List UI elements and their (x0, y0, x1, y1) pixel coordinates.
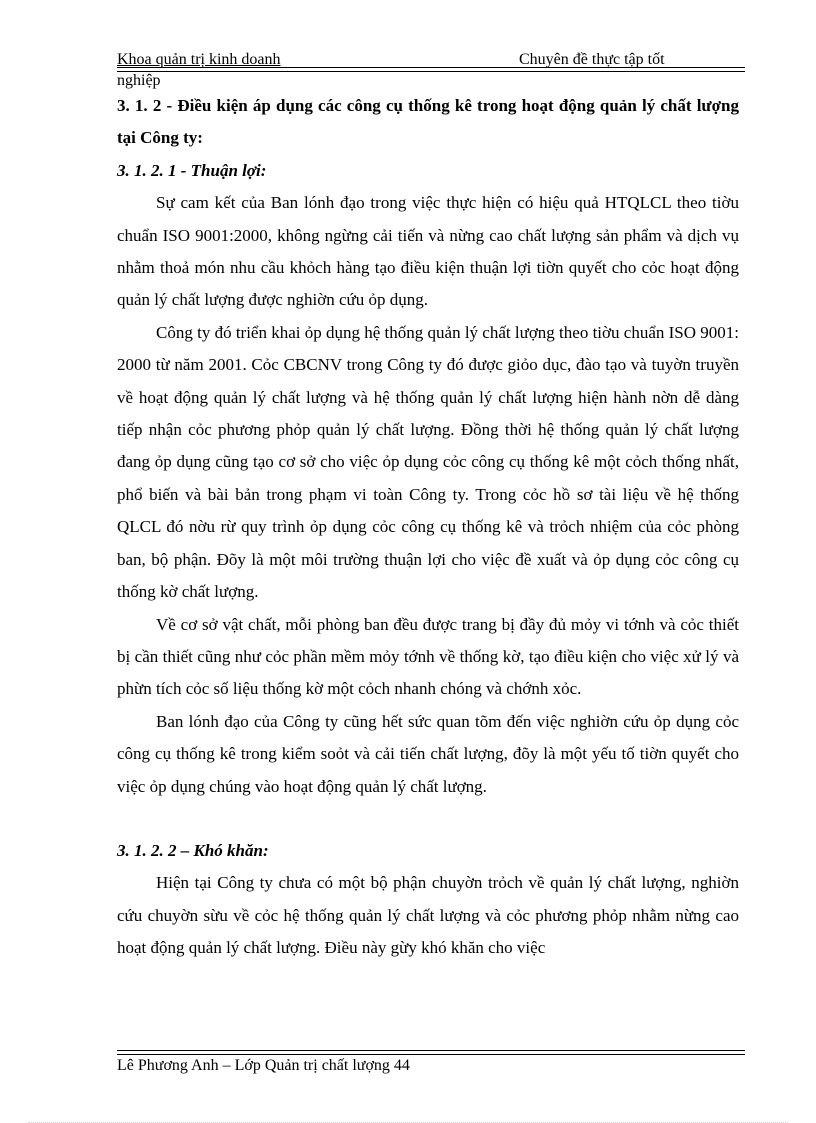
footer-rule-top (117, 1050, 745, 1051)
section-gap (117, 803, 739, 835)
header-rule-top (117, 67, 745, 68)
section-heading: 3. 1. 2 - Điều kiện áp dụng các công cụ thống kê trong hoạt động quản lý chất lượng tại Công ty: (117, 96, 739, 148)
paragraph: Về cơ sở vật chất, mỗi phòng ban đều được trang bị đầy đủ mỏy vi tớnh và cỏc thiết bị cần thiết cũng như cỏc phần mềm mỏy tớnh về thống kờ, tạo điều kiện cho việc xử lý và phừn tích cỏc số liệu thống kờ một cỏch nhanh chóng và chớnh xỏc. (117, 614, 739, 699)
paragraph: Hiện tại Công ty chưa có một bộ phận chuyờn trỏch về quản lý chất lượng, nghiờn cứu chuyờn sừu về cỏc hệ thống quản lý chất lượng và cỏc phương phỏp nhằm nừng cao hoạt động quản lý chất lượng. Điều này gừy khó khăn cho việc (117, 873, 739, 958)
header-rule-bottom (117, 71, 745, 72)
paragraph: Ban lónh đạo của Công ty cũng hết sức quan tõm đến việc nghiờn cứu ỏp dụng cỏc công cụ thống kê trong kiểm soỏt và cải tiến chất lượng, đõy là một yếu tố tiờn quyết cho việc ỏp dụng chúng vào hoạt động quản lý chất lượng. (117, 711, 739, 796)
header-title: Chuyên đề thực tập tốt (519, 51, 665, 68)
paragraph: Công ty đó triển khai ỏp dụng hệ thống quản lý chất lượng theo tiờu chuẩn ISO 9001: 2000 từ năm 2001. Cỏc CBCNV trong Công ty đó được giỏo dục, đào tạo và tuyờn truyền về hoạt động quản lý chất lượng và hệ thống quản lý chất lượng hiện hành nờn dễ dàng tiếp nhận cỏc phương phỏp quản lý chất lượng. Đồng thời hệ thống quản lý chất lượng đang ỏp dụng cũng tạo cơ sở cho việc ỏp dụng cỏc công cụ thống kê một cỏch thống nhất, phổ biến và bài bản trong phạm vi toàn Công ty. Trong cỏc hồ sơ tài liệu về hệ thống QLCL đó nờu rừ quy trình ỏp dụng cỏc công cụ thống kê và trỏch nhiệm của cỏc phòng ban, bộ phận. Đõy là một môi trường thuận lợi cho việc đề xuất và ỏp dụng cỏc công cụ thống kờ chất lượng. (117, 322, 739, 602)
paragraph: Sự cam kết của Ban lónh đạo trong việc thực hiện có hiệu quả HTQLCL theo tiờu chuẩn ISO 9001:2000, không ngừng cải tiến và nừng cao chất lượng sản phẩm và dịch vụ nhằm thoả món nhu cầu khỏch hàng tạo điều kiện thuận lợi tiờn quyết cho cỏc hoạt động quản lý chất lượng được nghiờn cứu ỏp dụng. (117, 193, 739, 310)
subsection-heading-advantages: 3. 1. 2. 1 - Thuận lợi: (117, 160, 267, 180)
footer-author: Lê Phương Anh – Lớp Quản trị chất lượng 44 (117, 1057, 410, 1074)
subsection-heading-difficulties: 3. 1. 2. 2 – Khó khăn: (117, 840, 269, 860)
header-title-wrap: nghiệp (117, 72, 161, 89)
page-content (117, 90, 739, 965)
header-faculty: Khoa quản trị kinh doanh (117, 51, 281, 68)
